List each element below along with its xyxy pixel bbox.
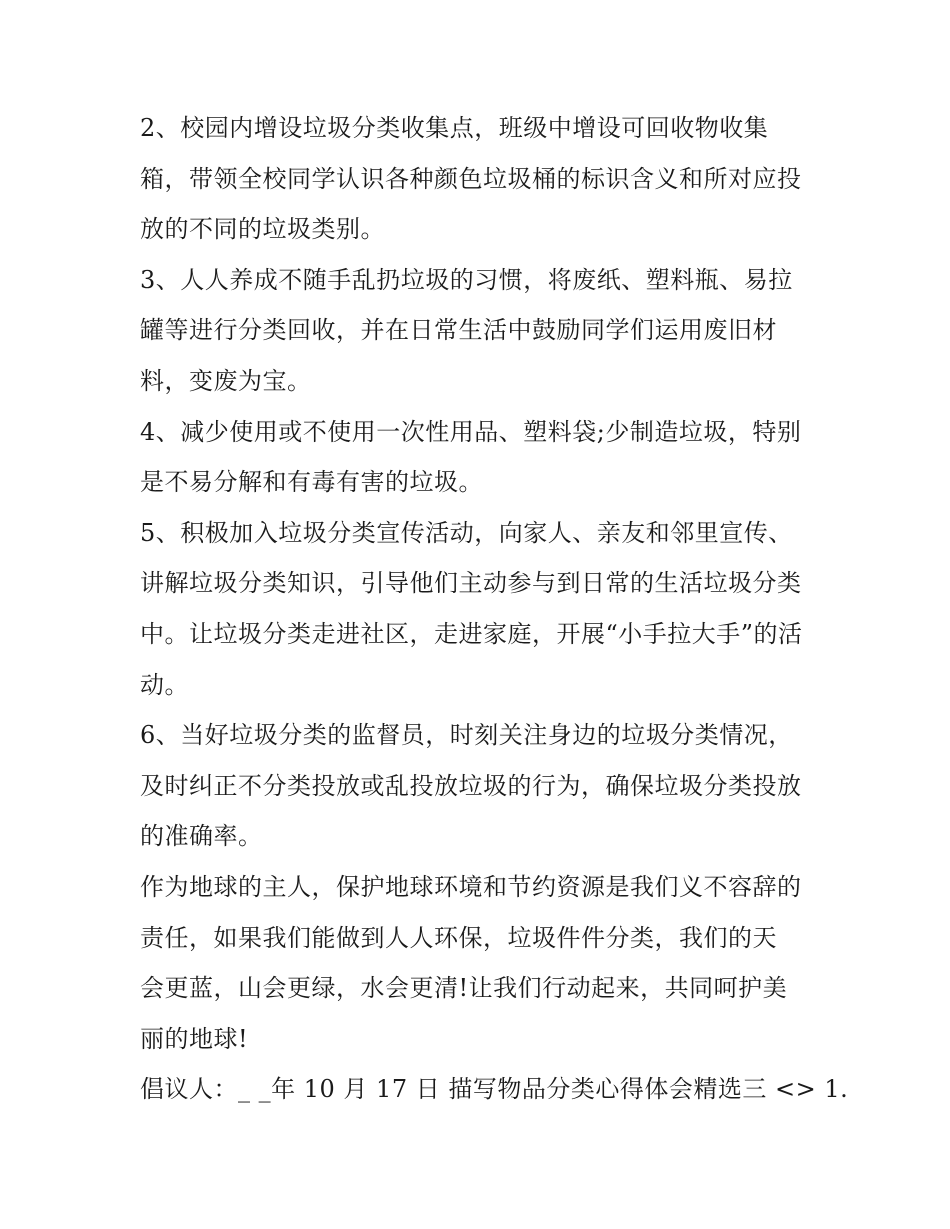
text-line: 中。让垃圾分类走进社区，走进家庭，开展“小手拉大手”的活 [140, 619, 803, 648]
text-line: 料，变废为宝。 [140, 366, 312, 395]
text-line: 箱，带领全校同学认识各种颜色垃圾桶的标识含义和所对应投 [140, 164, 802, 193]
text-line: 罐等进行分类回收，并在日常生活中鼓励同学们运用废旧材 [140, 316, 777, 345]
text-line: 讲解垃圾分类知识，引导他们主动参与到日常的生活垃圾分类 [140, 569, 802, 598]
text-line: 3、人人养成不随手乱扔垃圾的习惯，将废纸、塑料瓶、易拉 [140, 265, 793, 294]
text-line: 6、当好垃圾分类的监督员，时刻关注身边的垃圾分类情况， [140, 721, 793, 750]
text-line: 5、积极加入垃圾分类宣传活动，向家人、亲友和邻里宣传、 [140, 518, 793, 547]
text-line: 作为地球的主人，保护地球环境和节约资源是我们义不容辞的 [140, 872, 802, 901]
text-line: 倡议人：_ _年 10 月 17 日 描写物品分类心得体会精选三 <> 1. [140, 1075, 849, 1104]
text-line: 责任，如果我们能做到人人环保，垃圾件件分类，我们的天 [140, 923, 777, 952]
text-line: 放的不同的垃圾类别。 [140, 215, 385, 244]
document-body [140, 103, 849, 1115]
text-line: 是不易分解和有毒有害的垃圾。 [140, 468, 483, 497]
text-line: 4、减少使用或不使用一次性用品、塑料袋;少制造垃圾，特别 [140, 417, 802, 446]
text-line: 2、校园内增设垃圾分类收集点，班级中增设可回收物收集 [140, 114, 769, 142]
text-line: 的准确率。 [140, 822, 263, 851]
text-line: 及时纠正不分类投放或乱投放垃圾的行为，确保垃圾分类投放 [140, 771, 802, 800]
text-line: 动。 [140, 670, 189, 699]
text-line: 丽的地球! [140, 1024, 249, 1053]
text-line: 会更蓝，山会更绿，水会更清!让我们行动起来，共同呵护美 [140, 974, 788, 1003]
